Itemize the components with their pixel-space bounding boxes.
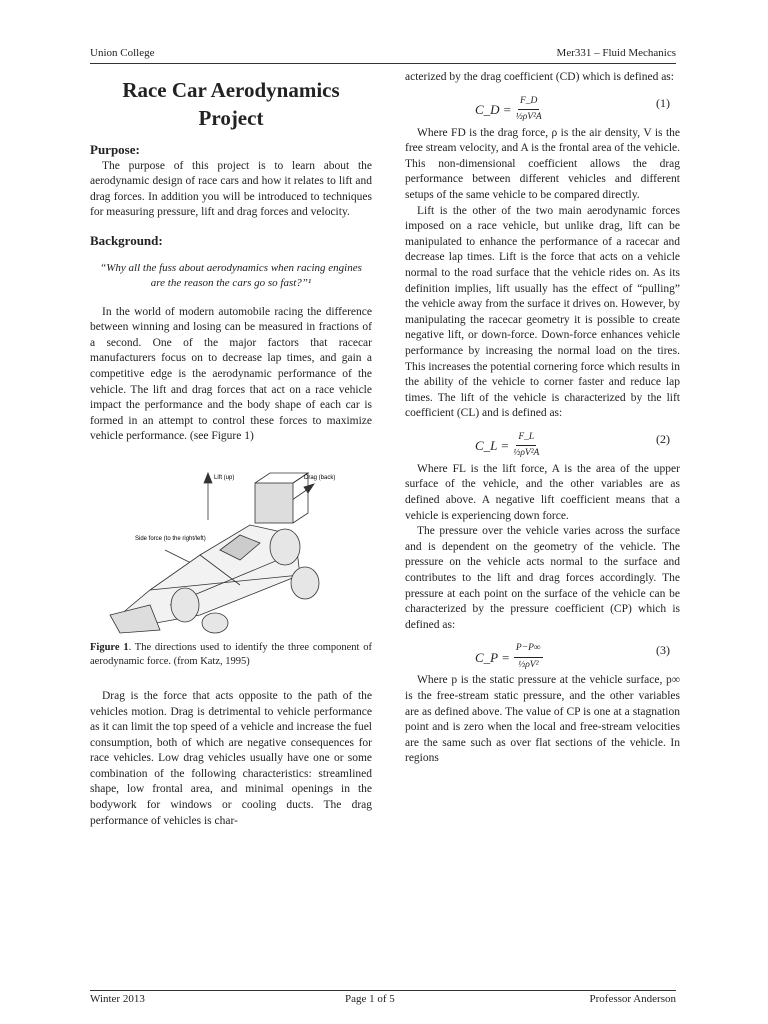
side-force-label: Side force (to the right/left)	[135, 535, 206, 542]
eq1-den: ½ρV²A	[515, 112, 542, 123]
eq2-lhs: C_L =	[475, 438, 510, 454]
caption-label: Figure 1	[90, 641, 129, 653]
eq1-lhs: C_D =	[475, 101, 512, 117]
purpose-text: The purpose of this project is to learn about the aerodynamic design of race cars and how it relates to lift and drag forces. In addition you will be introduced to techniques for measuring pressure, lift and drag forces and velocity.	[90, 159, 372, 219]
equation-2	[405, 422, 680, 462]
drag-label: Drag (back)	[304, 474, 336, 481]
col2-intro: acterized by the drag coefficient (CD) which is defined as:	[405, 71, 674, 83]
paragraph-6: The pressure over the vehicle varies across the surface and is dependent on the geometry of the vehicle. The pressure on the vehicle acts normal to the surface and contributes to the lift and drag forces accordingly. The pressure at each point on the surface of the vehicle can be characterized by the pressure coefficient (CP) which is defined as:	[405, 525, 680, 631]
eq2-den: ½ρV²A	[513, 448, 540, 459]
equation-1	[405, 86, 680, 126]
eq2-number: (2)	[656, 431, 670, 446]
paragraph-2: Drag is the force that acts opposite to the path of the vehicles motion. Drag is detrimental to vehicle performance as it can limit the top speed of a vehicle and increase the fuel consumption, both of which are negative consequences for race vehicles. Low drag vehicles usually have one or some combination of the following characteristics: streamlined shape, low frontal area, and minimal openings in the bodywork for windows or cooling ducts. The drag performance of vehicles is char-	[90, 689, 372, 827]
paragraph-5: Where FL is the lift force, A is the area of the upper surface of the vehicle, and the other variables are as defined above. A negative lift coefficient means that a vehicle is experiencing down force.	[405, 462, 680, 522]
page-title: Race Car Aerodynamics Project	[122, 78, 340, 130]
figure-caption	[90, 641, 372, 669]
eq3-number: (3)	[656, 643, 670, 658]
page-footer	[90, 990, 676, 1009]
footer-right: Professor Anderson	[589, 993, 676, 1005]
paragraph-3: Where FD is the drag force, ρ is the air density, V is the free stream velocity, and A is the frontal area of the vehicle. This non-dimensional coefficient allows the drag performance between different vehicles and different setups of the same vehicle to be compared directly.	[405, 126, 680, 201]
right-column	[405, 70, 680, 767]
footer-center: Page 1 of 5	[345, 993, 395, 1005]
caption-text: . The directions used to identify the three component of aerodynamic force. (from Katz, 1995)	[90, 641, 372, 667]
eq3-den: ½ρV²	[518, 660, 539, 670]
figure-1	[90, 465, 372, 635]
equation-3	[405, 633, 680, 673]
race-car-diagram	[90, 465, 372, 635]
footer-left: Winter 2013	[90, 993, 145, 1005]
lift-label: Lift (up)	[214, 474, 235, 481]
background-heading: Background:	[90, 232, 163, 248]
eq3-num: P−P∞	[514, 641, 543, 658]
paragraph-1: In the world of modern automobile racing the difference between winning and losing can be measured in fractions of a second. One of the major factors that racecar manufacturers focus on to decrease lap times, and gain a competitive edge is the aerodynamic performance of the vehicle. The lift and drag forces that act on a race vehicle impact the performance and the body shape of each car is formed in an attempt to control these forces to maximize vehicle performance. (see Figure 1)	[90, 305, 372, 443]
eq1-num: F_D	[518, 94, 539, 111]
eq3-lhs: C_P =	[475, 649, 510, 665]
page-header	[90, 47, 676, 64]
quote: “Why all the fuss about aerodynamics when racing engines are the reason the cars go so fast?”¹	[100, 261, 362, 289]
header-left: Union College	[90, 47, 155, 59]
header-right: Mer331 – Fluid Mechanics	[556, 47, 676, 59]
paragraph-7: Where p is the static pressure at the vehicle surface, p∞ is the free-stream static pressure, and the other variables are as defined above. The value of CP is one at a stagnation point and is zero when the local and free-stream velocities are the same such as over flat sections of the vehicle. In regions	[405, 674, 680, 765]
paragraph-4: Lift is the other of the two main aerodynamic forces imposed on a race vehicle, but unlike drag, lift can be manipulated to enhance the performance of a racecar and decrease lap times. Lift is the force that acts on a vehicle normal to the road surface that the vehicle rides on. As its definition implies, lift usually has the effect of “pulling” the vehicle away from the surface it drives on. However, by manipulating the racecar geometry it is possible to create negative lift, or down-force. Down-force enhances vehicle performance by increasing the normal load on the tires. This increases the potential cornering force which results in the ability of the vehicle to corner faster and reduce lap times. The lift of the vehicle is characterized by the lift coefficient (CL) and is defined as:	[405, 204, 680, 420]
eq2-num: F_L	[516, 430, 536, 447]
purpose-heading: Purpose:	[90, 142, 140, 157]
left-column	[90, 70, 372, 829]
eq1-number: (1)	[656, 95, 670, 110]
